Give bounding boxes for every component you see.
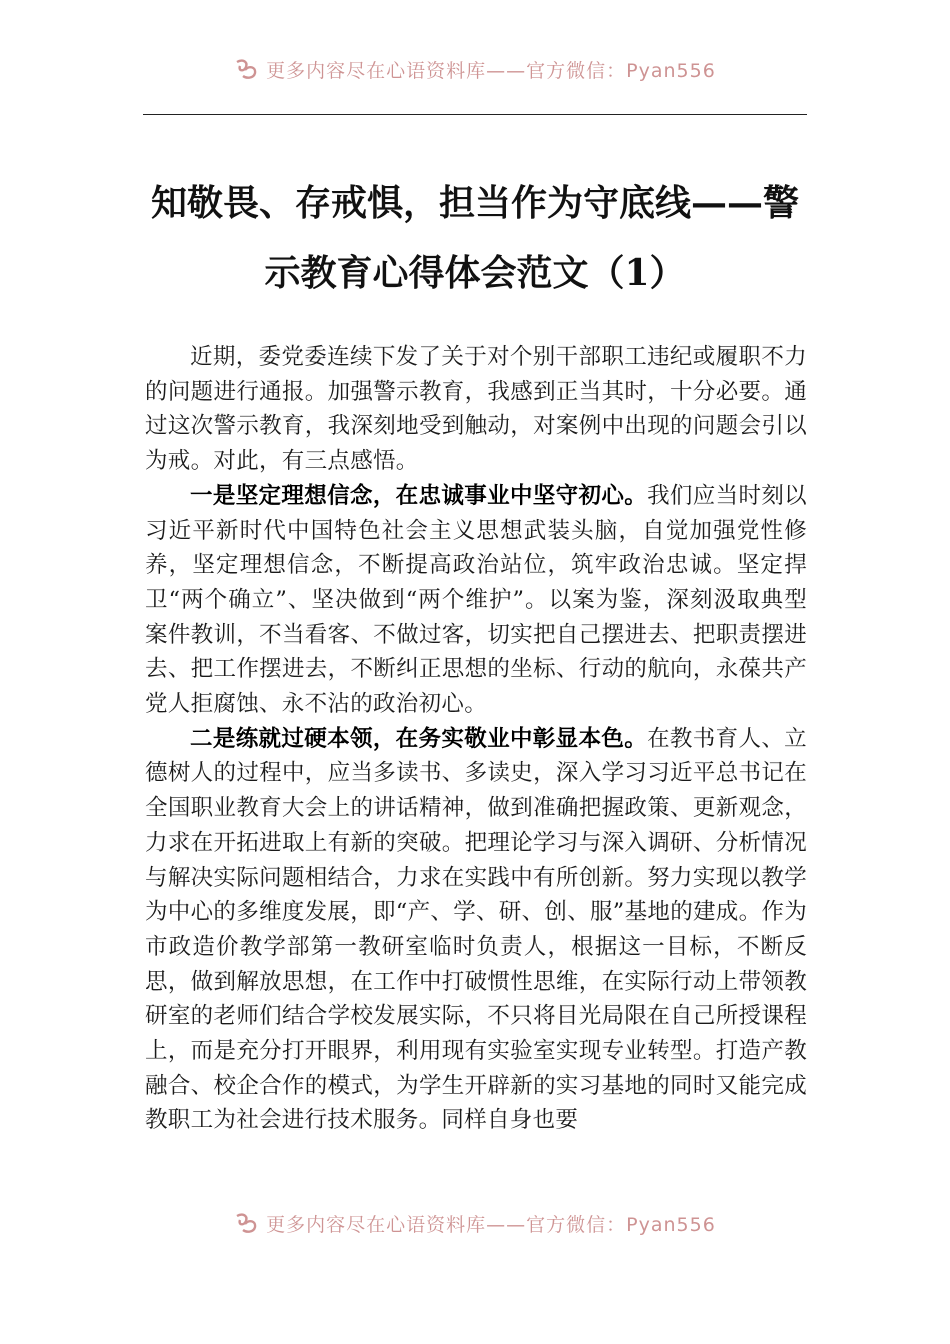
logo-icon: [234, 58, 260, 80]
watermark-text: 更多内容尽在心语资料库——官方微信：Pyan556: [266, 59, 716, 82]
paragraph-text: 我们应当时刻以习近平新时代中国特色社会主义思想武装头脑，自觉加强党性修养，坚定理想信念，不断提高政治站位，筑牢政治忠诚。坚定捍卫“两个确立”、坚决做到“两个维护”。以案为鉴，深刻汲取典型案件教训，不当看客、不做过客，切实把自己摆进去、把职责摆进去、把工作摆进去，不断纠正思想的坐标、行动的航向，永葆共产党人拒腐蚀、永不沾的政治初心。: [145, 482, 807, 718]
title-line-2: 示教育心得体会范文（1）: [264, 252, 686, 294]
document-title: [143, 168, 807, 308]
paragraph-intro: [145, 340, 807, 479]
paragraph-point-2: [145, 722, 807, 1138]
paragraph-text: 近期，委党委连续下发了关于对个别干部职工违纪或履职不力的问题进行通报。加强警示教育，我感到正当其时，十分必要。通过这次警示教育，我深刻地受到触动，对案例中出现的问题会引以为戒。对此，有三点感悟。: [145, 344, 807, 475]
paragraph-text: 在教书育人、立德树人的过程中，应当多读书、多读史，深入学习习近平总书记在全国职业教育大会上的讲话精神，做到准确把握政策、更新观念，力求在开拓进取上有新的突破。把理论学习与深入调研、分析情况与解决实际问题相结合，力求在实践中有所创新。努力实现以教学为中心的多维度发展，即“产、学、研、创、服”基地的建成。作为市政造价教学部第一教研室临时负责人，根据这一目标，不断反思，做到解放思想，在工作中打破惯性思维，在实际行动上带领教研室的老师们结合学校发展实际，不只将目光局限在自己所授课程上，而是充分打开眼界，利用现有实验室实现专业转型。打造产教融合、校企合作的模式，为学生开辟新的实习基地的同时又能完成教职工为社会进行技术服务。同样自身也要: [145, 725, 808, 1134]
paragraph-lead: 二是练就过硬本领，在务实敬业中彰显本色。: [190, 725, 648, 752]
logo-icon: [234, 1212, 260, 1234]
watermark-top: [0, 52, 950, 86]
paragraph-lead: 一是坚定理想信念，在忠诚事业中坚守初心。: [190, 482, 648, 509]
document-body: [145, 340, 807, 1138]
paragraph-point-1: [145, 479, 807, 722]
watermark-bottom: [0, 1206, 950, 1240]
title-line-1: 知敬畏、存戒惧，担当作为守底线——警: [150, 182, 799, 224]
watermark-text: 更多内容尽在心语资料库——官方微信：Pyan556: [266, 1213, 716, 1236]
header-rule: [143, 114, 807, 115]
